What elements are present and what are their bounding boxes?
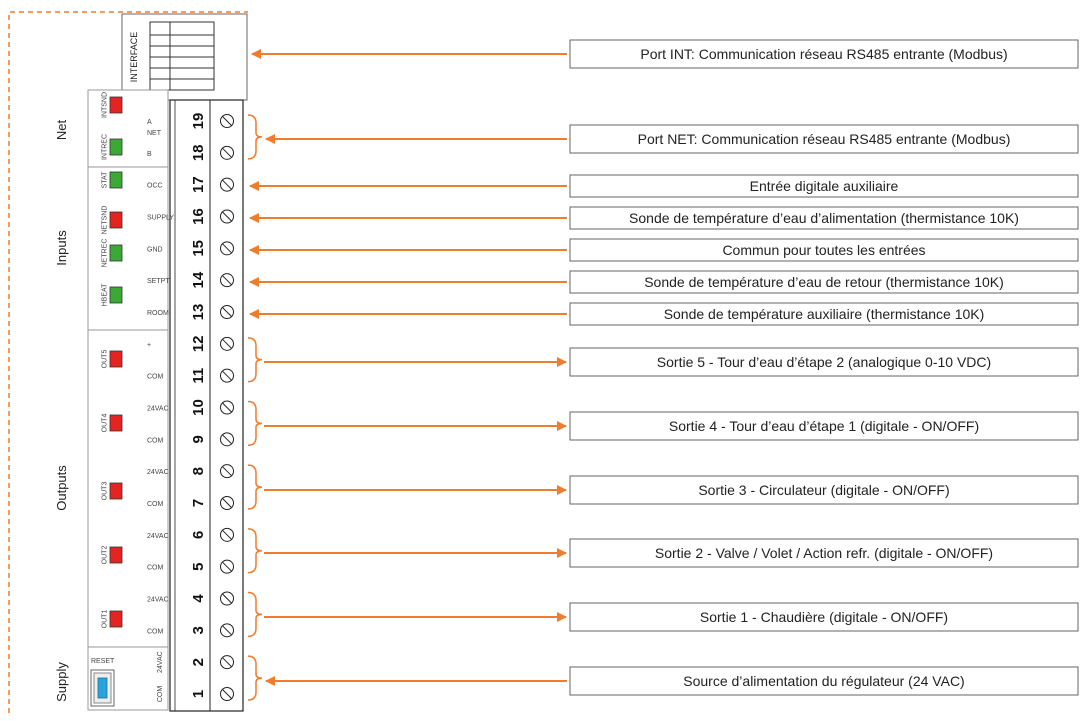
terminal-pin-label: OCC	[147, 182, 163, 190]
terminal-pin-label: GND	[147, 246, 163, 254]
terminal-bracket	[248, 593, 262, 637]
led-label: OUT1	[101, 609, 109, 629]
led-out5	[102, 350, 123, 369]
terminal-number: 12	[190, 335, 207, 353]
terminal-bracket	[248, 656, 262, 700]
section-label-inputs: Inputs	[54, 230, 69, 266]
led-label: INTSND	[101, 91, 109, 119]
description-row	[248, 593, 1078, 637]
description-text: Port INT: Communication réseau RS485 entrante (Modbus)	[640, 46, 1008, 62]
description-row	[250, 271, 1078, 293]
terminal-pin-label: COM	[147, 501, 164, 508]
led-label: OUT3	[101, 481, 109, 501]
terminal-pin-label: COM	[147, 628, 164, 636]
description-text: Sonde de température d’eau de retour (thermistance 10K)	[644, 274, 1004, 290]
terminal-number: 1	[190, 689, 207, 699]
terminal-pin-label: COM	[147, 373, 164, 381]
terminal-pin-label: 24VAC	[157, 651, 164, 674]
terminal-bracket	[248, 402, 262, 446]
description-text: Sonde de température auxiliaire (thermistance 10K)	[663, 306, 985, 322]
terminal-number: 8	[190, 466, 207, 476]
reset-label: RESET	[91, 658, 115, 665]
description-row	[250, 207, 1078, 229]
terminal-number: 2	[190, 657, 207, 667]
terminal-number: 11	[190, 367, 207, 384]
terminal-number: 4	[190, 594, 207, 603]
led-out4	[102, 414, 123, 433]
terminal-bracket	[248, 465, 262, 509]
terminal-pin-label: 24VAC	[147, 596, 169, 604]
terminal-pin-label: SETPT	[147, 278, 170, 286]
description-row	[250, 175, 1078, 197]
description-row	[248, 465, 1078, 509]
description-row	[252, 40, 1078, 68]
terminal-number: 19	[190, 112, 207, 130]
section-label-net: Net	[54, 119, 69, 141]
terminal-number: 5	[190, 562, 207, 571]
terminal-number: 17	[190, 176, 207, 194]
description-row	[250, 303, 1078, 325]
led-label: HBEAT	[101, 283, 109, 307]
interface-label: INTERFACE	[129, 31, 139, 83]
description-text: Commun pour toutes les entrées	[722, 242, 926, 258]
interface-connector	[122, 14, 247, 100]
led-label: NETSND	[101, 205, 109, 235]
terminal-number: 10	[190, 399, 207, 416]
terminal-pin-label: 24VAC	[147, 532, 169, 540]
terminal-pin-label: ROOM	[147, 310, 169, 317]
description-row	[250, 239, 1078, 261]
description-text: Sortie 1 - Chaudière (digitale - ON/OFF)	[699, 609, 949, 625]
section-label-supply: Supply	[54, 662, 69, 702]
terminal-number: 9	[190, 435, 207, 444]
terminal-number: 15	[190, 239, 207, 257]
terminal-number: 16	[190, 208, 207, 225]
section-label-outputs: Outputs	[54, 465, 69, 511]
led-out1	[102, 610, 123, 629]
terminal-pin-label: B	[147, 150, 152, 158]
led-out2	[102, 546, 123, 565]
net-pin-label: NET	[147, 130, 161, 137]
description-text: Sortie 3 - Circulateur (digitale - ON/OFF)	[698, 482, 950, 498]
description-text: Source d’alimentation du régulateur (24 VAC)	[683, 673, 965, 689]
terminal-bracket	[248, 338, 262, 382]
terminal-bracket	[248, 529, 262, 573]
terminal-bracket	[248, 115, 262, 159]
terminal-pin-label: A	[147, 119, 152, 126]
terminal-pin-label: 24VAC	[147, 405, 169, 413]
terminal-pin-label: COM	[147, 437, 164, 445]
description-text: Sortie 5 - Tour d’eau d’étape 2 (analogique 0-10 VDC)	[656, 354, 992, 370]
terminal-number: 7	[190, 498, 207, 508]
description-row	[248, 529, 1078, 573]
led-label: INTREC	[101, 133, 109, 161]
description-text: Port NET: Communication réseau RS485 entrante (Modbus)	[637, 131, 1011, 147]
description-text: Sortie 2 - Valve / Volet / Action refr. (digitale - ON/OFF)	[654, 545, 994, 561]
terminal-pin-label: +	[147, 341, 152, 349]
terminal-pin-label: COM	[147, 564, 164, 572]
description-row	[248, 338, 1078, 382]
terminal-number: 18	[190, 144, 207, 162]
terminal-pin-label: COM	[157, 685, 164, 703]
led-out3	[102, 482, 123, 501]
led-label: OUT2	[101, 545, 109, 565]
description-row	[248, 115, 1078, 159]
description-row	[248, 656, 1078, 700]
terminal-pin-label: SUPPLY	[147, 214, 175, 222]
terminal-number: 3	[190, 626, 207, 635]
description-text: Sonde de température d’eau d’alimentation (thermistance 10K)	[629, 210, 1019, 226]
terminal-number: 13	[190, 303, 207, 321]
terminal-pin-label: 24VAC	[147, 469, 169, 477]
led-label: OUT5	[101, 349, 109, 369]
led-label: OUT4	[101, 413, 109, 433]
led-label: STAT	[101, 171, 109, 189]
description-row	[248, 402, 1078, 446]
led-label: NETREC	[101, 238, 109, 268]
terminal-number: 6	[190, 530, 207, 540]
terminal-number: 14	[190, 271, 207, 289]
led-stat	[102, 171, 123, 189]
description-text: Entrée digitale auxiliaire	[749, 178, 899, 194]
description-text: Sortie 4 - Tour d’eau d’étape 1 (digitale - ON/OFF)	[668, 418, 980, 434]
